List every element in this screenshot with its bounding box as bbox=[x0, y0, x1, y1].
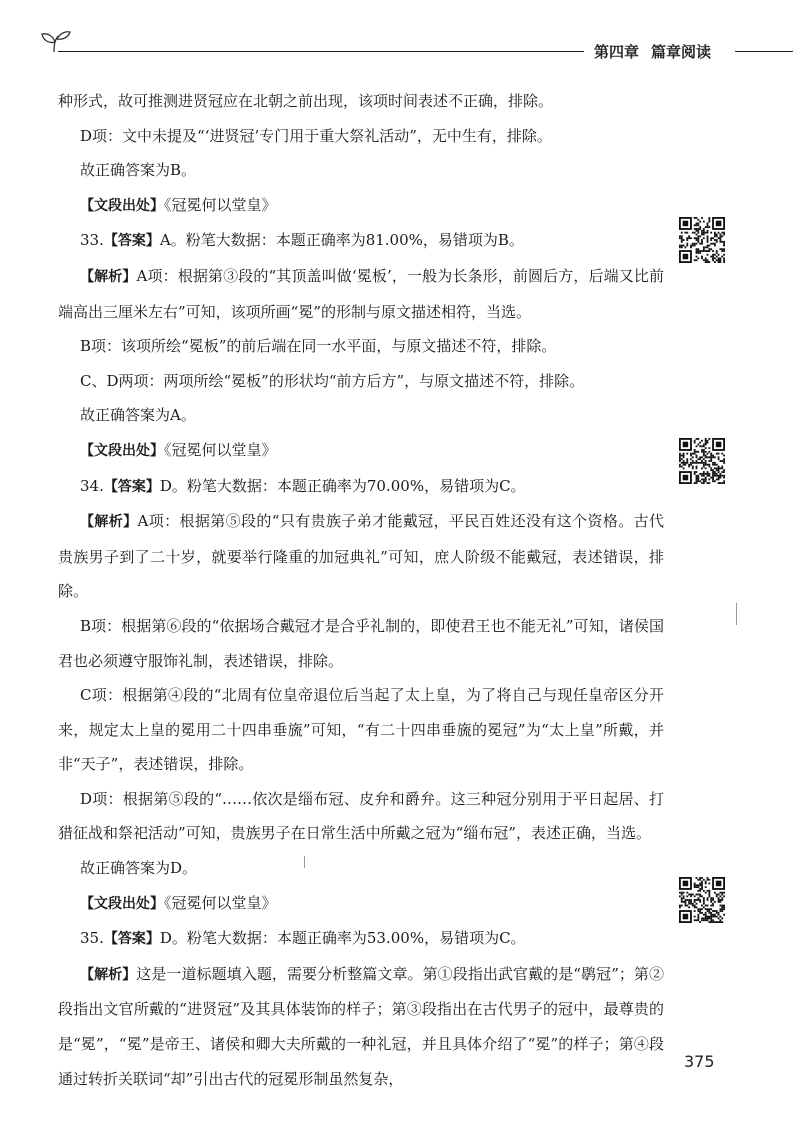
question-number: 35. bbox=[80, 929, 104, 948]
section-label: 篇章阅读 bbox=[651, 43, 712, 61]
source-tag: 【文段出处】 bbox=[80, 197, 164, 214]
paragraph: C项：根据第④段的“北周有位皇帝退位后当起了太上皇，为了将自己与现任皇帝区分开来，规定太上皇的冕用二十四串垂旒”可知，“有二十四串垂旒的冕冠”为“太上皇”所戴，并非“天子”，表述错误，排除。 bbox=[58, 686, 664, 774]
answer-tag: 【答案】 bbox=[103, 478, 160, 495]
paragraph: D项：文中未提及“‘进贤冠’专门用于重大祭礼活动”，无中生有，排除。 bbox=[80, 126, 552, 145]
answer-text: D。粉笔大数据：本题正确率为53.00%，易错项为C。 bbox=[159, 929, 526, 948]
paragraph: B项：该项所绘“冕板”的前后端在同一水平面，与原文描述不符，排除。 bbox=[80, 337, 557, 356]
chapter-title bbox=[594, 41, 711, 62]
paragraph: 种形式，故可推测进贤冠应在北朝之前出现，该项时间表述不正确，排除。 bbox=[58, 92, 554, 110]
explanation-q33 bbox=[58, 259, 664, 329]
paragraph: B项：根据第⑥段的“依据场合戴冠才是合乎礼制的，即使君王也不能无礼”可知，诸侯国君也必须遵守服饰礼制，表述错误，排除。 bbox=[58, 616, 664, 670]
source-tag: 【文段出处】 bbox=[80, 442, 164, 459]
answer-text: D。粉笔大数据：本题正确率为70.00%，易错项为C。 bbox=[159, 476, 526, 495]
scan-mark bbox=[304, 856, 305, 868]
question-number: 33. bbox=[80, 231, 104, 250]
page-header bbox=[0, 0, 800, 70]
source-text: 《冠冕何以堂皇》 bbox=[164, 440, 277, 459]
explanation-tag: 【解析】 bbox=[80, 514, 138, 531]
qr-code-icon bbox=[679, 877, 725, 923]
paragraph: C、D两项：两项所绘“冕板”的形状均“前方后方”，与原文描述不符，排除。 bbox=[80, 371, 585, 390]
explanation-text: A项：根据第⑤段的“只有贵族子弟才能戴冠，平民百姓还没有这个资格。古代贵族男子到了二十岁，就要举行隆重的加冠典礼”可知，庶人阶级不能戴冠，表述错误，排除。 bbox=[58, 512, 664, 601]
answer-text: A。粉笔大数据：本题正确率为81.00%，易错项为B。 bbox=[159, 231, 524, 250]
question-number: 34. bbox=[80, 476, 104, 495]
source-line bbox=[58, 188, 664, 224]
qr-code-q34[interactable] bbox=[679, 438, 725, 484]
qr-code-icon bbox=[679, 217, 725, 263]
page-number: 375 bbox=[684, 1052, 715, 1071]
answer-line-q35 bbox=[58, 921, 664, 957]
explanation-q34 bbox=[58, 504, 664, 609]
source-line bbox=[58, 433, 664, 469]
header-rule-right bbox=[735, 51, 793, 52]
explanation-q35 bbox=[58, 957, 664, 1096]
answer-tag: 【答案】 bbox=[103, 931, 160, 948]
source-line bbox=[58, 886, 664, 922]
explanation-tag: 【解析】 bbox=[80, 966, 137, 983]
answer-explanations bbox=[58, 84, 664, 1096]
qr-code-q35[interactable] bbox=[679, 877, 725, 923]
scan-mark bbox=[736, 603, 737, 625]
paragraph: 故正确答案为D。 bbox=[80, 859, 198, 878]
qr-code-q33[interactable] bbox=[679, 217, 725, 263]
paragraph: D项：根据第⑤段的“……依次是缁布冠、皮弁和爵弁。这三种冠分别用于平日起居、打猎征战和祭祀活动”可知，贵族男子在日常生活中所戴之冠为“缁布冠”，表述正确，当选。 bbox=[58, 789, 664, 843]
qr-code-icon bbox=[679, 438, 725, 484]
chapter-label: 第四章 bbox=[594, 43, 640, 61]
source-text: 《冠冕何以堂皇》 bbox=[164, 893, 277, 912]
explanation-text: 这是一道标题填入题，需要分析整篇文章。第①段指出武官戴的是“鹖冠”；第②段指出文官所戴的“进贤冠”及其具体装饰的样子；第③段指出在古代男子的冠中，最尊贵的是“冕”，“冕”是帝王、诸侯和卿大夫所戴的一种礼冠，并且具体介绍了“冕”的样子；第④段通过转折关联词“却”引出古代的冠冕形制虽然复杂， bbox=[58, 964, 664, 1088]
paragraph: 故正确答案为A。 bbox=[80, 406, 196, 425]
paragraph: 故正确答案为B。 bbox=[80, 161, 197, 180]
answer-line-q34 bbox=[58, 469, 664, 505]
explanation-tag: 【解析】 bbox=[80, 268, 137, 285]
explanation-text: A项：根据第③段的“其顶盖叫做‘冕板’，一般为长条形，前圆后方，后端又比前端高出三厘米左右”可知，该项所画“冕”的形制与原文描述相符，当选。 bbox=[58, 266, 664, 321]
header-rule-left bbox=[58, 51, 584, 52]
answer-tag: 【答案】 bbox=[103, 233, 160, 250]
answer-line-q33 bbox=[58, 223, 664, 259]
source-tag: 【文段出处】 bbox=[80, 895, 164, 912]
source-text: 《冠冕何以堂皇》 bbox=[164, 195, 277, 214]
